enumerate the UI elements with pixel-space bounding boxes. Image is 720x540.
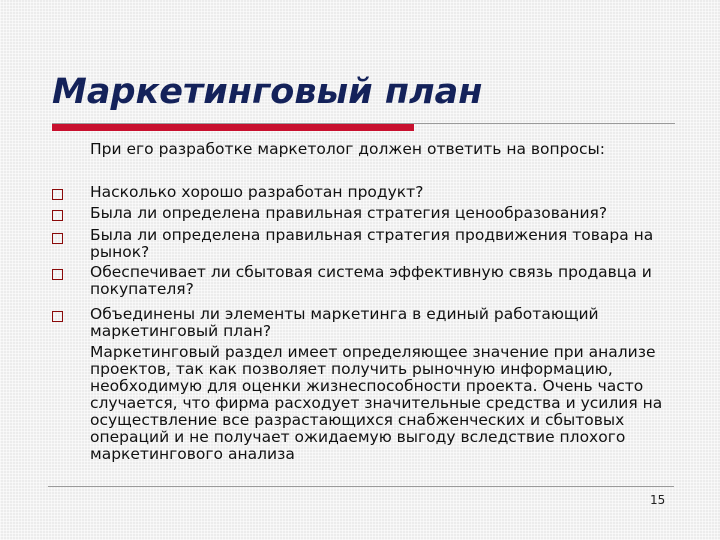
page-number: 15 xyxy=(650,493,666,507)
bullet-square-icon xyxy=(52,311,63,322)
bullet-square-icon xyxy=(52,233,63,244)
bullet-square-icon xyxy=(52,269,63,280)
footer-divider xyxy=(48,486,674,487)
intro-text: При его разработке маркетолог должен ответить на вопросы: xyxy=(90,140,605,158)
slide-title: Маркетинговый план xyxy=(52,72,483,112)
question-item: Объединены ли элементы маркетинга в единый работающий маркетинговый план? xyxy=(90,305,599,340)
bullet-square-icon xyxy=(52,210,63,221)
conclusion-paragraph: Маркетинговый раздел имеет определяющее значение при анализе проектов, так как позволяет получить рыночную информацию, необходимую для оценки жизнеспособности проекта. Очень часто случается, что фирма расходует значительные средства и усилия на осуществление все разрастающихся снабженческих и сбытовых операций и не получает ожидаемую выгоду вследствие плохого маркетингового анализа xyxy=(90,343,663,463)
question-item: Была ли определена правильная стратегия ценообразования? xyxy=(90,204,608,222)
question-item: Обеспечивает ли сбытовая система эффективную связь продавца и покупателя? xyxy=(90,263,652,298)
title-accent-bar xyxy=(52,124,414,131)
question-item: Насколько хорошо разработан продукт? xyxy=(90,183,424,201)
bullet-square-icon xyxy=(52,189,63,200)
question-item: Была ли определена правильная стратегия продвижения товара на рынок? xyxy=(90,226,654,261)
